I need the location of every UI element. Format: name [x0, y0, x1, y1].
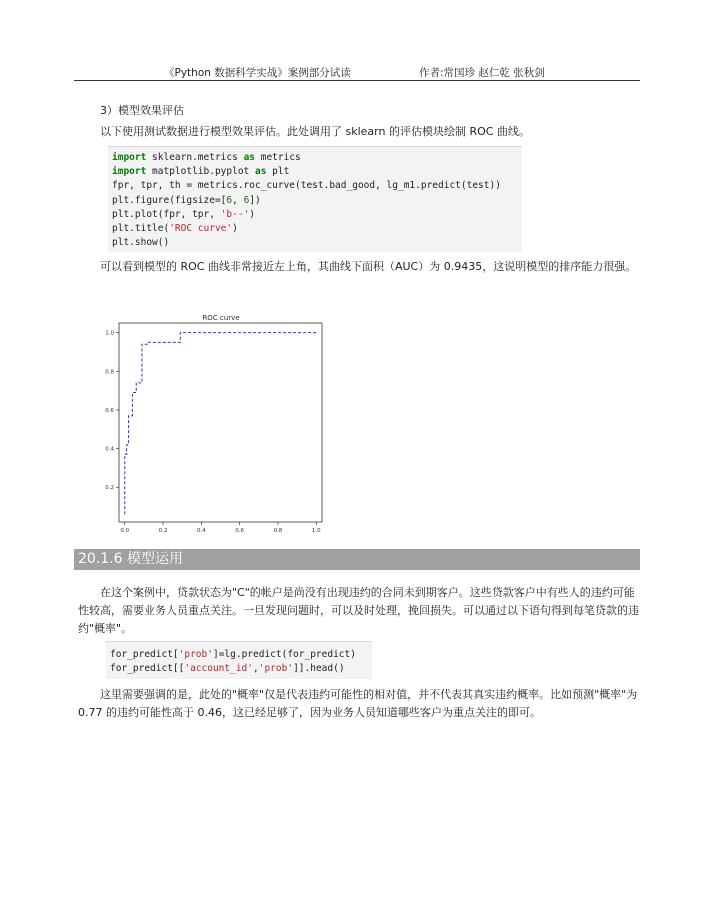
y-tick-label: 0.8 [105, 369, 114, 376]
code-block-roc [108, 146, 522, 252]
authors: 作者:常国珍 赵仁乾 张秋剑 [419, 67, 545, 79]
code-line: import matplotlib.pyplot as plt [112, 166, 290, 178]
intro-text: 以下使用测试数据进行模型效果评估。此处调用了 sklearn 的评估模块绘制 ROC 曲线。 [100, 125, 530, 138]
y-axis [105, 331, 119, 492]
section-heading-bar [74, 549, 640, 570]
y-tick-label: 1.0 [105, 330, 114, 337]
x-tick-label: 0.6 [235, 528, 245, 534]
code-line: for_predict[['account_id','prob']].head() [110, 663, 345, 675]
x-tick-label: 1.0 [311, 528, 321, 534]
section-title: 20.1.6 模型运用 [78, 551, 183, 567]
chart-title: ROC curve [202, 314, 240, 322]
roc-chart [92, 312, 328, 534]
roc-curve-line [125, 333, 317, 515]
book-title: 《Python 数据科学实战》案例部分试读 [164, 67, 351, 79]
y-tick-label: 0.6 [105, 407, 114, 414]
code-line: fpr, tpr, th = metrics.roc_curve(test.bad_good, lg_m1.predict(test)) [112, 180, 501, 192]
paragraph-usage: 在这个案例中，贷款状态为"C"的帐户是尚没有出现违约的合同未到期客户。这些贷款客户中有些人的违约可能性较高，需要业务人员重点关注。一旦发现问题时，可以及时处理，挽回损失。可以通过以下语句得到每笔贷款的违约"概率"。 [78, 586, 639, 635]
code-line: plt.figure(figsize=[6, 6]) [112, 194, 261, 206]
code-line: import sklearn.metrics as metrics [112, 152, 301, 163]
x-axis [120, 522, 321, 534]
x-tick-label: 0.4 [196, 528, 206, 534]
paragraph-auc: 可以看到模型的 ROC 曲线非常接近左上角，其曲线下面积（AUC）为 0.9435，这说明模型的排序能力很强。 [100, 260, 637, 273]
code-line: plt.title('ROC curve') [112, 222, 238, 234]
roc-chart-svg [92, 312, 328, 534]
code-line: plt.plot(fpr, tpr, 'b--') [112, 208, 256, 220]
code-line: plt.show() [112, 237, 170, 249]
x-tick-label: 0.8 [273, 528, 283, 534]
paragraph-probability-note: 这里需要强调的是，此处的"概率"仅是代表违约可能性的相对值，并不代表其真实违约概率。比如预测"概率"为 0.77 的违约可能性高于 0.46，这已经足够了，因为业务人员知道哪些客户为重点关注的即可。 [78, 688, 638, 719]
x-tick-label: 0.0 [120, 528, 130, 534]
plot-frame [119, 323, 322, 522]
page-header [74, 62, 640, 81]
code-line: for_predict['prob']=lg.predict(for_predict) [110, 649, 356, 660]
y-tick-label: 0.2 [105, 485, 114, 492]
y-tick-label: 0.4 [105, 446, 114, 453]
subsection-heading: 3）模型效果评估 [100, 104, 184, 117]
code-block-predict [106, 641, 372, 679]
x-tick-label: 0.2 [158, 528, 168, 534]
